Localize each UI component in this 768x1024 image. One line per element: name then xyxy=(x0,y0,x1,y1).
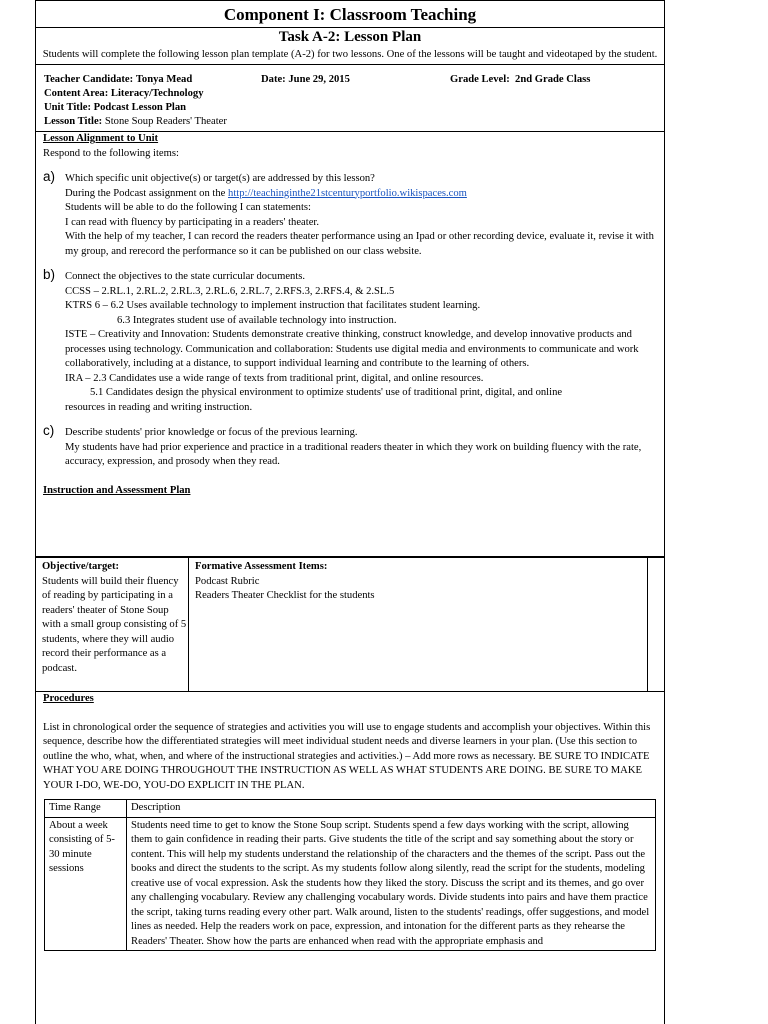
objective-text: Students will build their fluency of reading by participating in a readers' theater of Stone Soup with a small group consisting of 5 students, where they will audio record their performance as a podcast. xyxy=(42,575,187,674)
grade-label: Grade Level: xyxy=(450,74,510,85)
teacher-label: Teacher Candidate: xyxy=(44,74,134,85)
objective-row xyxy=(36,557,664,692)
item-a-question: Which specific unit objective(s) or target(s) are addressed by this lesson? xyxy=(65,173,375,184)
lesson-plan-document xyxy=(35,0,665,1024)
info-line-3 xyxy=(44,101,658,115)
date-value: June 29, 2015 xyxy=(288,74,350,85)
grade-value: 2nd Grade Class xyxy=(515,74,591,85)
content-area-label: Content Area: xyxy=(44,88,109,99)
table-header-row xyxy=(45,800,656,818)
table-row xyxy=(45,817,656,951)
item-a-line1-text: During the Podcast assignment on the xyxy=(65,187,229,199)
content-area-value: Literacy/Technology xyxy=(110,88,204,99)
item-b-question: Connect the objectives to the state curricular documents. xyxy=(65,271,306,282)
item-a-line4: With the help of my teacher, I can record the readers theater performance using an Ipad or other recording device, evaluate it, revise it with my group, and rerecord the performance so it can be published on our class website. xyxy=(65,231,654,257)
lesson-title-label: Lesson Title: xyxy=(44,116,103,127)
item-c-question: Describe students' prior knowledge or focus of the previous learning. xyxy=(65,427,358,438)
info-line-1 xyxy=(44,73,658,87)
instruction-assessment-heading: Instruction and Assessment Plan xyxy=(43,484,191,496)
item-b-ktrs-2: 6.3 Integrates student use of available technology into instruction. xyxy=(117,314,397,326)
unit-title-value: Podcast Lesson Plan xyxy=(93,102,187,113)
info-line-4 xyxy=(44,115,658,129)
task-title: Task A-2: Lesson Plan xyxy=(278,29,422,45)
formative-item: Podcast Rubric xyxy=(195,575,260,587)
item-c-marker: c) xyxy=(43,423,55,438)
description-header: Description xyxy=(127,800,656,818)
formative-assessment-cell xyxy=(189,558,648,691)
item-a-marker: a) xyxy=(43,169,56,184)
formative-item: Readers Theater Checklist for the students xyxy=(195,590,375,601)
item-b xyxy=(43,267,658,415)
wikispaces-link[interactable]: http://teachinginthe21stcenturyportfolio.wikispaces.com xyxy=(228,187,467,199)
item-b-ira-2b: resources in reading and writing instruction. xyxy=(65,401,253,413)
task-description: Students will complete the following lesson plan template (A-2) for two lessons. One of the lessons will be taught and videotaped by the student. xyxy=(42,49,658,60)
description-cell: Students need time to get to know the Stone Soup script. Students spend a few days working with the script, allowing them to gain confidence in reading their parts. Give students the title of the script and say something about the story or content. This will help my students understand the relationship of the characters and the themes of the script. Pass out the books and direct the students to the script. As my students follow along silently, read the script for the students, modeling creative use of vocal expression. Ask the students how they liked the story. Discuss the script and its themes, and go over any challenging vocabulary. Review any challenging vocabulary words. Divide students into pairs and have them practice the script, taking turns reading every other part. Walk around, listen to the students' readings, offer suggestions, and model lines as needed. Help the readers work on pace, expression, and intonation for the different parts as they rehearse the Readers' Theater. Show how the parts are enhanced when read with the appropriate emphasis and xyxy=(127,817,656,951)
lesson-info xyxy=(36,65,664,132)
alignment-intro: Respond to the following items: xyxy=(43,147,179,159)
item-a-line2: Students will be able to do the following I can statements: xyxy=(65,202,311,213)
component-title: Component I: Classroom Teaching xyxy=(36,0,664,28)
item-b-ktrs-1: KTRS 6 – 6.2 Uses available technology to implement instruction that facilitates student learning. xyxy=(65,300,481,311)
item-b-ira-1: IRA – 2.3 Candidates use a wide range of texts from traditional print, digital, and online resources. xyxy=(65,372,484,384)
item-c xyxy=(43,423,658,470)
procedures-section xyxy=(36,692,664,951)
alignment-heading: Lesson Alignment to Unit xyxy=(43,133,159,144)
empty-cell xyxy=(648,558,664,691)
teacher-value: Tonya Mead xyxy=(135,74,193,85)
time-range-cell: About a week consisting of 5- 30 minute sessions xyxy=(45,817,127,951)
formative-label: Formative Assessment Items: xyxy=(195,561,328,572)
item-b-ira-2a: 5.1 Candidates design the physical environment to optimize students' use of traditional print, digital, and online xyxy=(90,387,563,398)
unit-title-label: Unit Title: xyxy=(44,102,91,113)
procedures-table xyxy=(44,799,656,951)
objective-cell xyxy=(36,558,189,691)
procedures-heading: Procedures xyxy=(43,693,94,704)
item-b-ccss: CCSS – 2.RL.1, 2.RL.2, 2.RL.3, 2.RL.6, 2.RL.7, 2.RFS.3, 2.RFS.4, & 2.SL.5 xyxy=(65,285,395,297)
item-b-marker: b) xyxy=(43,267,56,282)
item-c-answer: My students have had prior experience and practice in a traditional readers theater in which they work on building fluency with the rate, accuracy, expression, and prosody when they read. xyxy=(65,441,642,467)
lesson-alignment-section xyxy=(36,132,664,557)
info-line-2 xyxy=(44,87,658,101)
item-b-iste: ISTE – Creativity and Innovation: Students demonstrate creative thinking, construct knowledge, and develop innovative products and processes using technology. Communication and collaboration: Students use digital media and environments to communicate and work collaboratively, including at a distance, to support individual learning and contribute to the learning of others. xyxy=(65,329,639,369)
task-header xyxy=(36,28,664,65)
objective-label: Objective/target: xyxy=(42,561,120,572)
lesson-title-value: Stone Soup Readers' Theater xyxy=(104,116,227,127)
procedures-instructions: List in chronological order the sequence of strategies and activities you will use to engage students and accomplish your objectives. Within this sequence, describe how the differentiated strategies will meet individual student needs and diverse learners in your plan. (Use this section to outline the who, what, when, and where of the instructional strategies and activities.) – Add more rows as necessary. BE SURE TO INDICATE WHAT YOU ARE DOING THROUGHOUT THE INSTRUCTION AS WELL AS WHAT STUDENTS ARE DOING. BE SURE TO MAKE YOUR I-DO, WE-DO, YOU-DO EXPLICIT IN THE PLAN. xyxy=(43,721,651,791)
item-a xyxy=(43,169,658,259)
item-a-line3: I can read with fluency by participating in a readers' theater. xyxy=(65,216,319,228)
date-label: Date: xyxy=(261,74,286,85)
item-a-line1 xyxy=(65,187,658,202)
time-range-header: Time Range xyxy=(45,800,127,818)
